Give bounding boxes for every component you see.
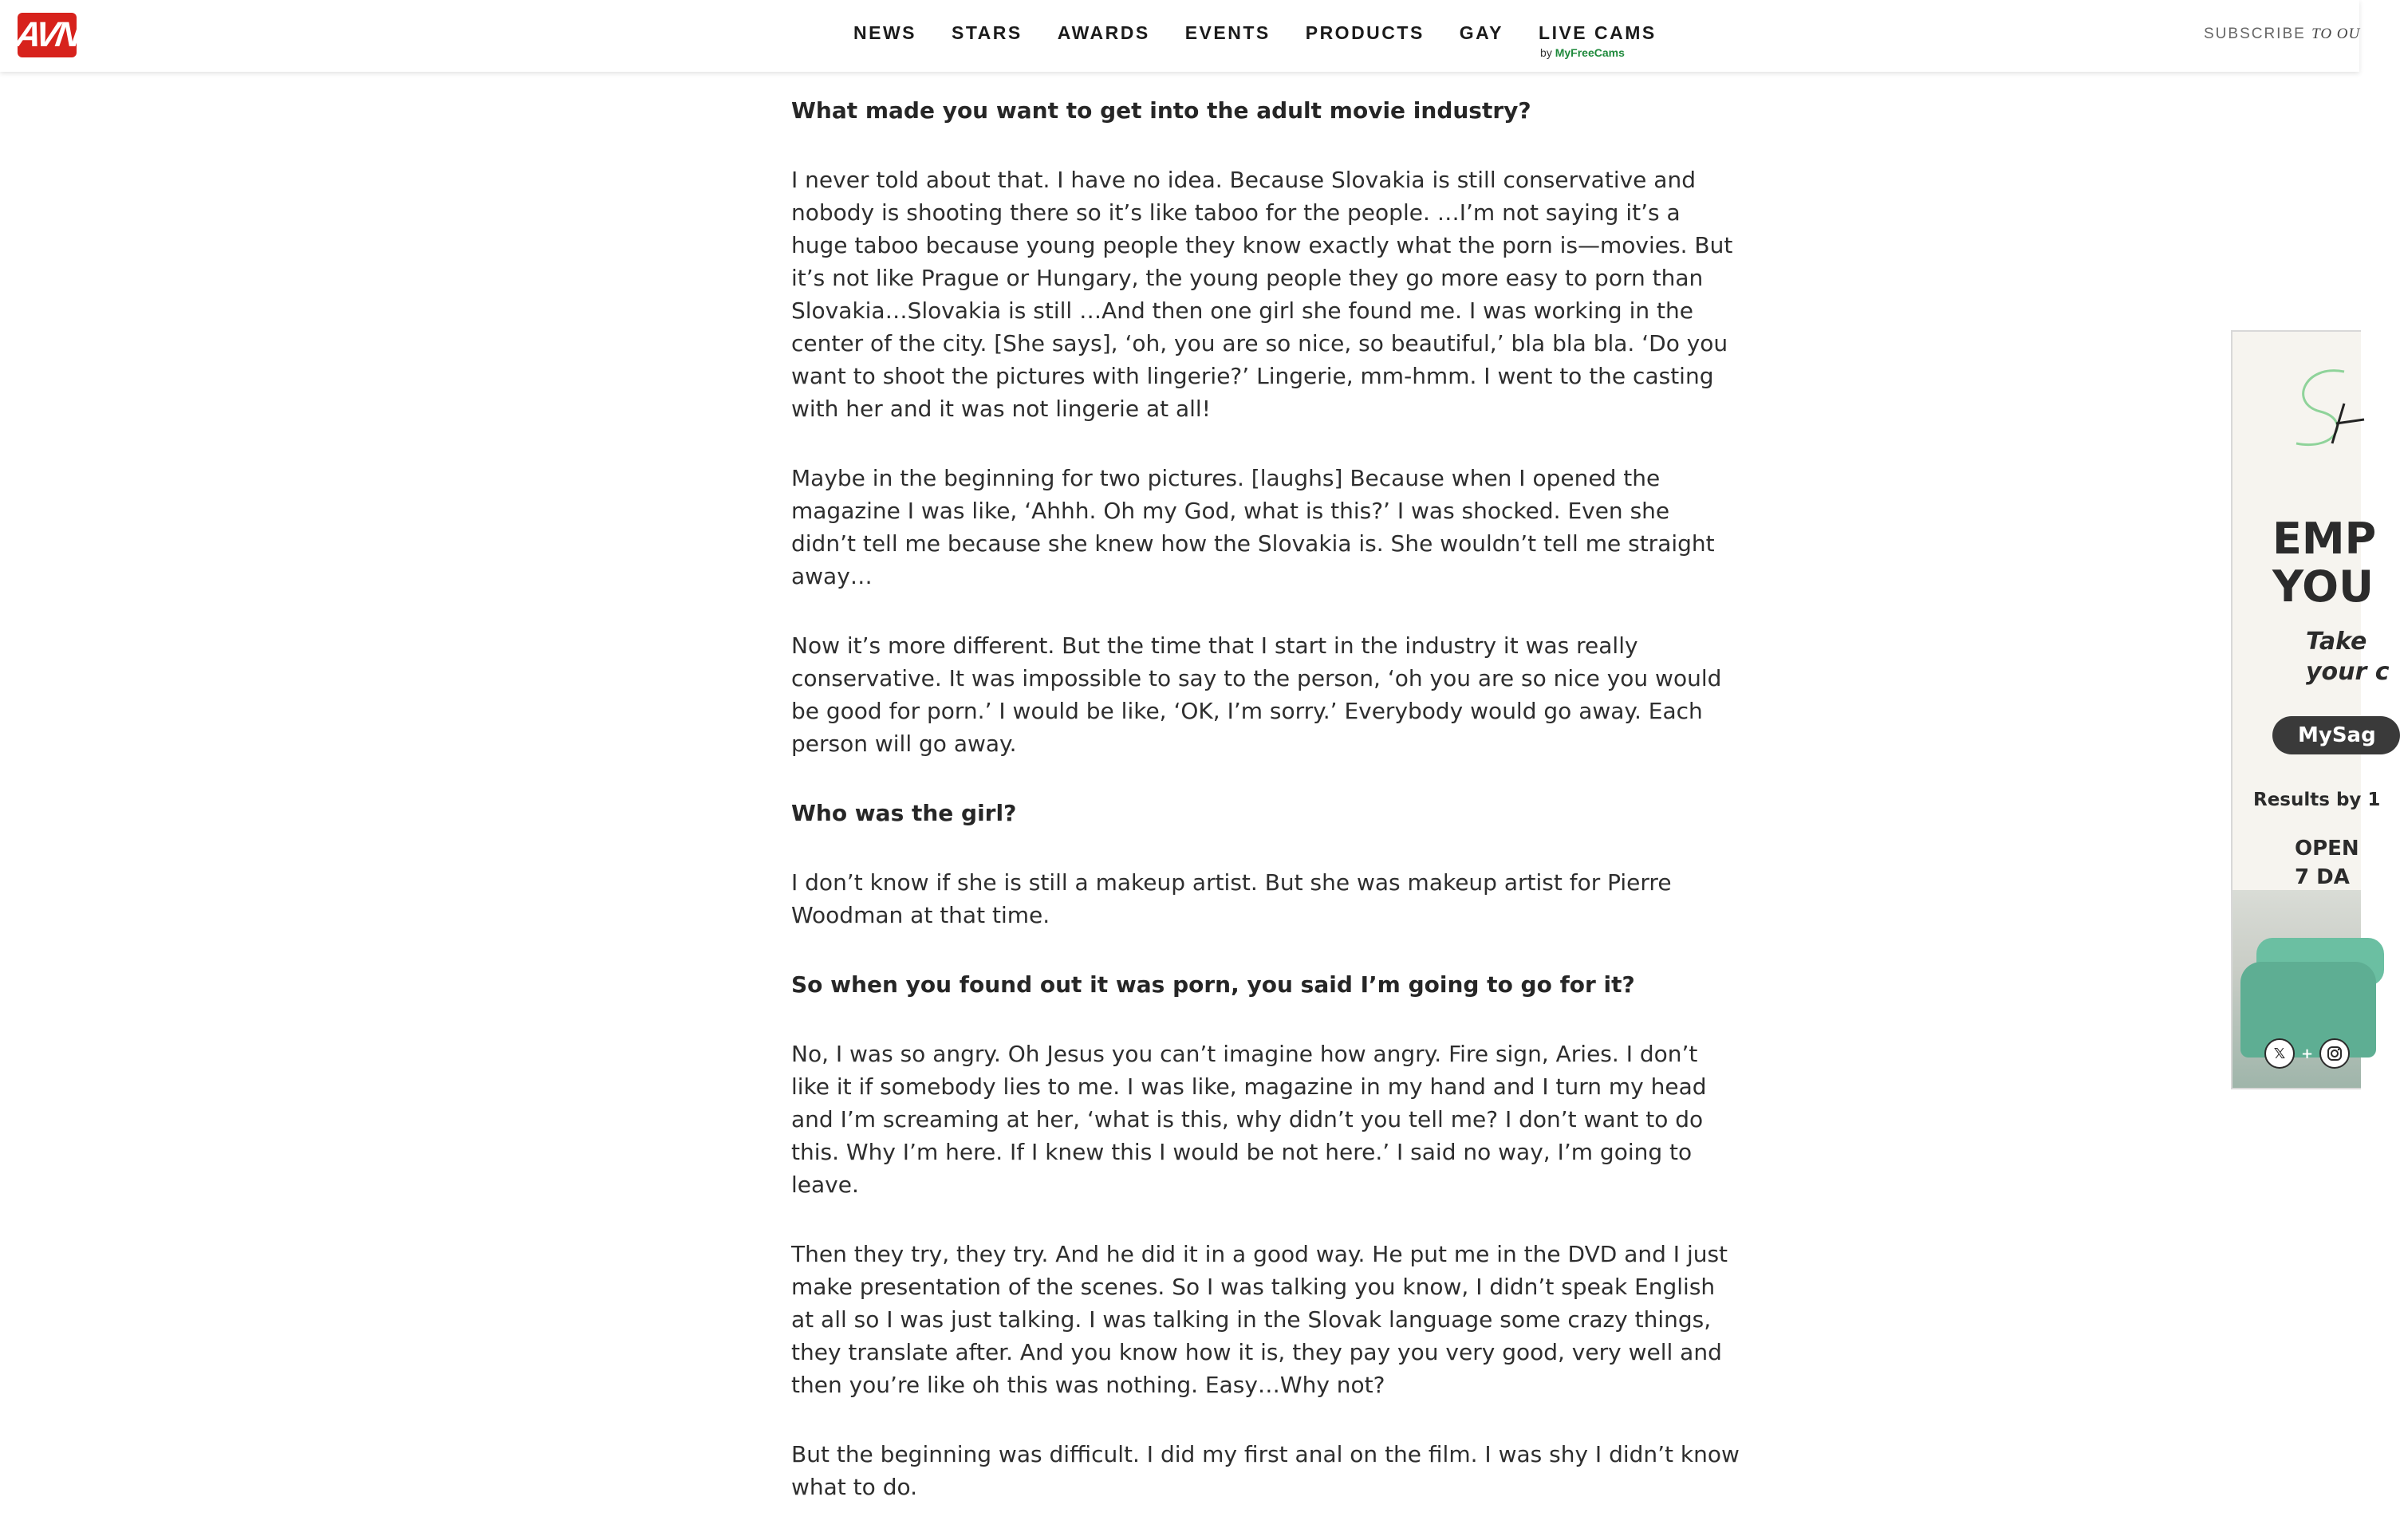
plus-sign: +	[2301, 1045, 2314, 1062]
sponsor-brand: MyFreeCams	[1555, 46, 1625, 59]
article-body	[791, 94, 1740, 1540]
side-advertisement[interactable]	[2231, 330, 2390, 1089]
ad-social-icons	[2264, 1038, 2350, 1069]
nav-live-cams[interactable]	[1539, 22, 1657, 59]
top-navigation-bar	[0, 0, 2359, 72]
avn-logo[interactable]	[13, 13, 81, 57]
ad-script-logo	[2288, 356, 2384, 467]
instagram-icon[interactable]	[2319, 1038, 2350, 1069]
ad-headline	[2272, 515, 2376, 611]
nav-news[interactable]: NEWS	[853, 22, 916, 43]
nav-events[interactable]: EVENTS	[1184, 22, 1271, 43]
ad-tagline-line2: your c	[2306, 658, 2390, 686]
interview-answer: Maybe in the beginning for two pictures. [laughs] Because when I opened the magazine I was like, ‘Ahhh. Oh my God, what is this?’ I was shocked. Even she didn’t tell me because she knew how the Slovakia is. She wouldn’t tell me straight away…	[791, 465, 1715, 589]
ad-tagline-line1: Take	[2306, 628, 2367, 656]
nav-products[interactable]: PRODUCTS	[1305, 22, 1425, 43]
sponsor-by: by	[1540, 46, 1552, 59]
ad-open-text	[2295, 834, 2359, 892]
interview-question: What made you want to get into the adult movie industry?	[791, 97, 1531, 124]
instagram-glyph	[2327, 1046, 2343, 1061]
interview-answer: No, I was so angry. Oh Jesus you can’t imagine how angry. Fire sign, Aries. I don’t like it if somebody lies to me. I was like, magazine in my hand and I turn my head and I’m screaming at her, ‘what is this, why didn’t you tell me? I don’t want to do this. Why I’m here. If I knew this I would be not here.’ I said no way, I’m going to leave.	[791, 1041, 1707, 1198]
ad-open-line2: 7 DA	[2295, 865, 2350, 889]
interview-answer: But the beginning was difficult. I did my first anal on the film. I was shy I didn’t know what to do.	[791, 1441, 1740, 1500]
interview-answer: I don’t know if she is still a makeup artist. But she was makeup artist for Pierre Woodman at that time.	[791, 869, 1672, 928]
ad-results-text: Results by 1	[2253, 790, 2381, 810]
nav-live-cams-label: LIVE CAMS	[1539, 22, 1657, 43]
interview-question: Who was the girl?	[791, 800, 1017, 826]
nav-awards[interactable]: AWARDS	[1057, 22, 1150, 43]
ad-open-line1: OPEN	[2295, 837, 2359, 861]
interview-question: So when you found out it was porn, you said I’m going to go for it?	[791, 971, 1635, 998]
interview-answer: I never told about that. I have no idea. Because Slovakia is still conservative and nobody is shooting there so it’s like taboo for the people. …I’m not saying it’s a huge taboo because young people they know exactly what the porn is—movies. But it’s not like Prague or Hungary, the young people they go more easy to porn than Slovakia…Slovakia is still …And then one girl she found me. I was working in the center of the city. [She says], ‘oh, you are so nice, so beautiful,’ bla bla bla. ‘Do you want to shoot the pictures with lingerie?’ Lingerie, mm-hmm. I went to the casting with her and it was not lingerie at all!	[791, 167, 1733, 422]
subscribe-link[interactable]	[2204, 26, 2360, 43]
main-nav	[853, 22, 1657, 59]
ad-tagline	[2306, 627, 2390, 687]
ad-headline-line2: YOU	[2272, 561, 2374, 612]
nav-gay[interactable]: GAY	[1459, 22, 1504, 43]
ad-headline-line1: EMP	[2272, 514, 2377, 564]
ad-cta-button[interactable]: MySag	[2272, 716, 2400, 754]
logo-text: AVN	[13, 15, 81, 54]
subscribe-tail: TO OU	[2311, 26, 2361, 42]
interview-answer: Now it’s more different. But the time that I start in the industry it was really conservative. It was impossible to say to the person, ‘oh you are so nice you would be good for porn.’ I would be like, ‘OK, I’m sorry.’ Everybody would go away. Each person will go away.	[791, 632, 1722, 757]
interview-answer: Then they try, they try. And he did it in a good way. He put me in the DVD and I just make presentation of the scenes. So I was talking you know, I didn’t speak English at all so I was just talking. I was talking in the Slovak language some crazy things, they translate after. And you know how it is, they pay you very good, very well and then you’re like oh this was nothing. Easy…Why not?	[791, 1241, 1728, 1398]
live-cams-sponsor	[1540, 46, 1625, 59]
subscribe-label: SUBSCRIBE	[2204, 26, 2306, 42]
x-icon[interactable]: 𝕏	[2264, 1038, 2295, 1069]
nav-stars[interactable]: STARS	[952, 22, 1023, 43]
